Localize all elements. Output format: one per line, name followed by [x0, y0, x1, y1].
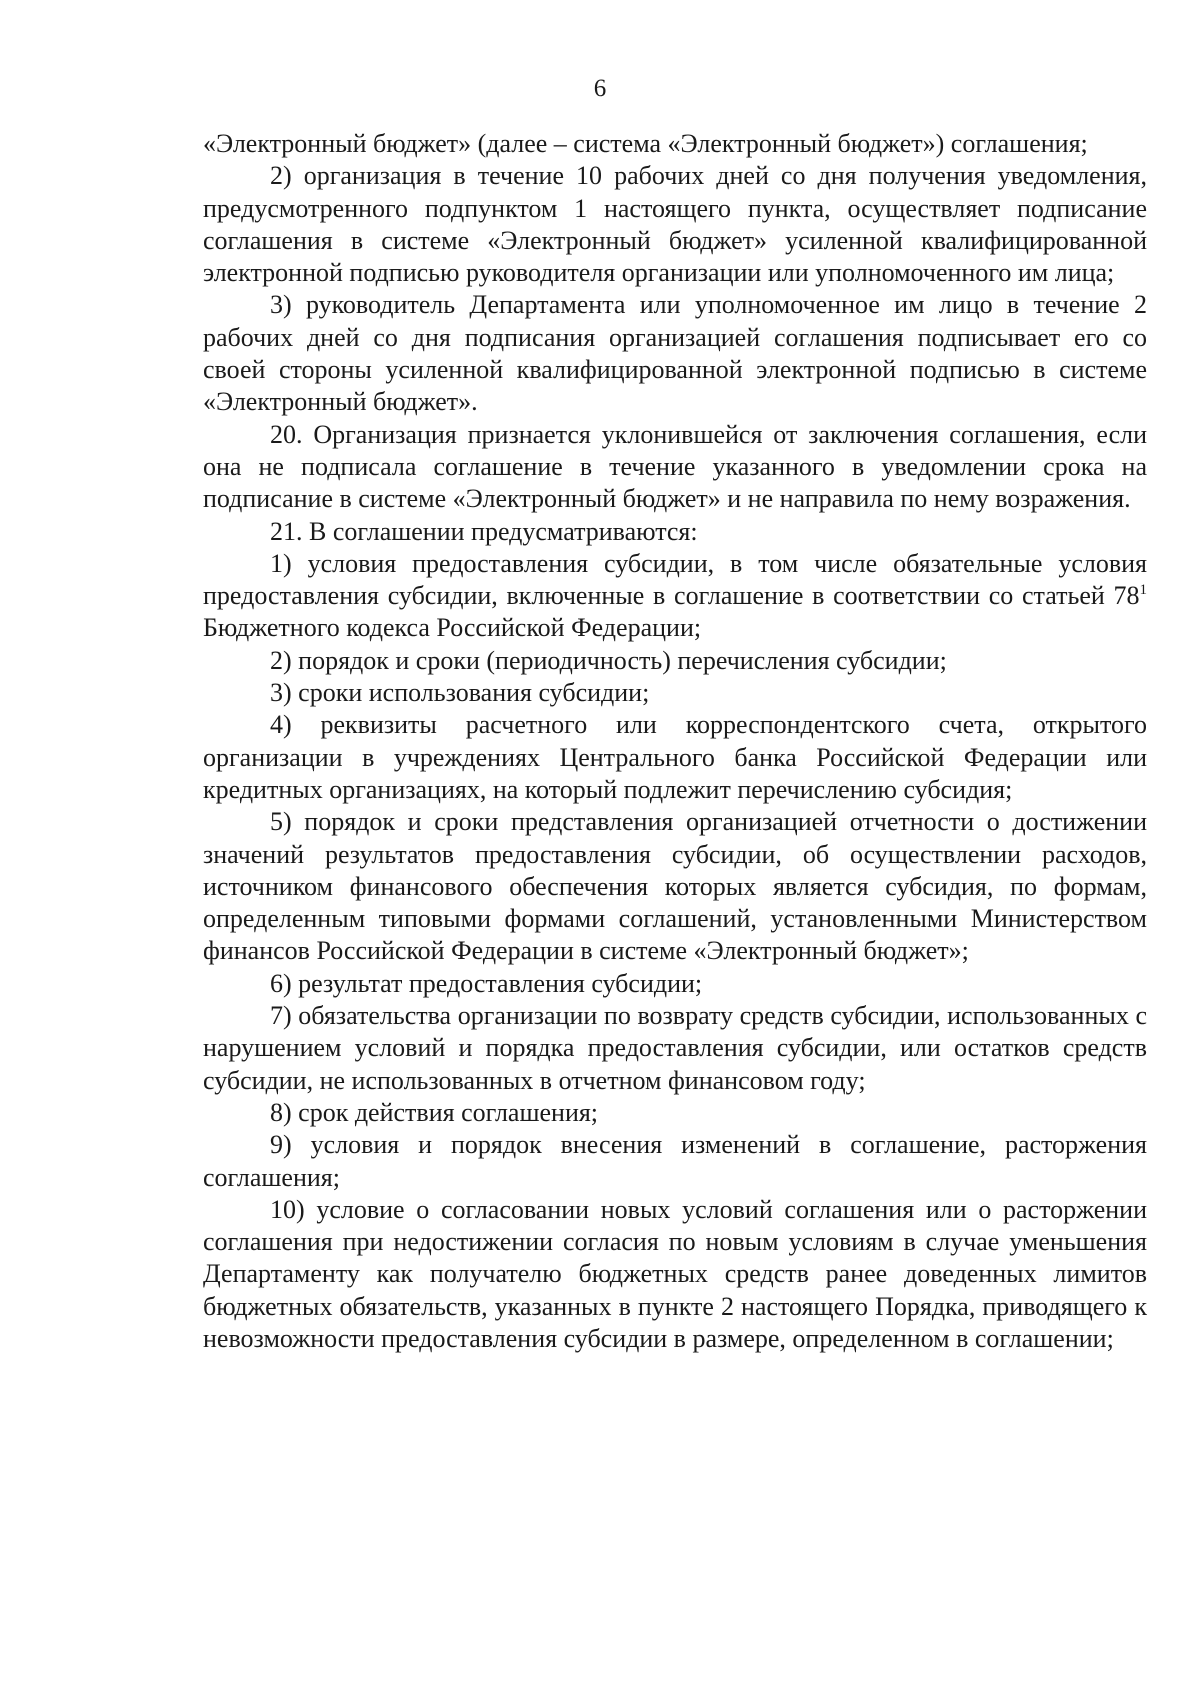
paragraph-clause-21-item-6: 6) результат предоставления субсидии;	[270, 968, 703, 998]
article-superscript: 1	[1139, 582, 1147, 599]
paragraph-clause-21-item-9: 9) условия и порядок внесения изменений в соглашение, расторжения соглашения;	[203, 1130, 1147, 1192]
item-1-text-end: Бюджетного кодекса Российской Федерации;	[203, 613, 702, 643]
item-1-text-start: 1) условия предоставления субсидии, в том числе обязательные условия предоставления субсидии, включенные в соглашение в соответствии со статьей 78	[203, 548, 1147, 611]
paragraph-item-2: 2) организация в течение 10 рабочих дней со дня получения уведомления, предусмотренного подпунктом 1 настоящего пункта, осуществляет подписание соглашения в системе «Электронный бюджет» усиленной квалифицированной электронной подписью руководителя организации или уполномоченного им лица;	[203, 161, 1147, 288]
paragraph-clause-21-item-10: 10) условие о согласовании новых условий соглашения или о расторжении соглашения при недостижении согласия по новым условиям в случае уменьшения Департаменту как получателю бюджетных средств ранее доведенных лимитов бюджетных обязательств, указанных в пункте 2 настоящего Порядка, приводящего к невозможности предоставления субсидии в размере, определенном в соглашении;	[203, 1194, 1147, 1353]
paragraph-clause-21-item-7: 7) обязательства организации по возврату средств субсидии, использованных с нарушением условий и порядка предоставления субсидии, или остатков средств субсидии, не использованных в отчетном финансовом году;	[203, 1001, 1147, 1095]
page-number: 6	[593, 75, 607, 102]
paragraph-clause-20: 20. Организация признается уклонившейся от заключения соглашения, если она не подписала соглашение в течение указанного в уведомлении срока на подписание в системе «Электронный бюджет» и не направила по нему возражения.	[203, 419, 1147, 514]
paragraph-continuation: «Электронный бюджет» (далее – система «Электронный бюджет») соглашения;	[203, 129, 1088, 158]
paragraph-clause-21-item-2: 2) порядок и сроки (периодичность) перечисления субсидии;	[270, 645, 947, 675]
paragraph-clause-21-item-1	[203, 548, 1147, 645]
paragraph-item-3: 3) руководитель Департамента или уполномоченное им лицо в течение 2 рабочих дней со дня подписания организацией соглашения подписывает его со своей стороны усиленной квалифицированной электронной подписью в системе «Электронный бюджет».	[203, 290, 1147, 417]
paragraph-clause-21-item-4: 4) реквизиты расчетного или корреспондентского счета, открытого организации в учреждениях Центрального банка Российской Федерации или кредитных организациях, на который подлежит перечислению субсидия;	[203, 710, 1147, 804]
document-body	[203, 128, 1147, 1355]
paragraph-clause-21-item-8: 8) срок действия соглашения;	[270, 1097, 599, 1127]
paragraph-clause-21: 21. В соглашении предусматриваются:	[270, 516, 698, 546]
paragraph-clause-21-item-3: 3) сроки использования субсидии;	[270, 678, 650, 708]
paragraph-clause-21-item-5: 5) порядок и сроки представления организацией отчетности о достижении значений результатов предоставления субсидии, об осуществлении расходов, источником финансового обеспечения которых является субсидия, по формам, определенным типовыми формами соглашений, установленными Министерством финансов Российской Федерации в системе «Электронный бюджет»;	[203, 807, 1147, 966]
